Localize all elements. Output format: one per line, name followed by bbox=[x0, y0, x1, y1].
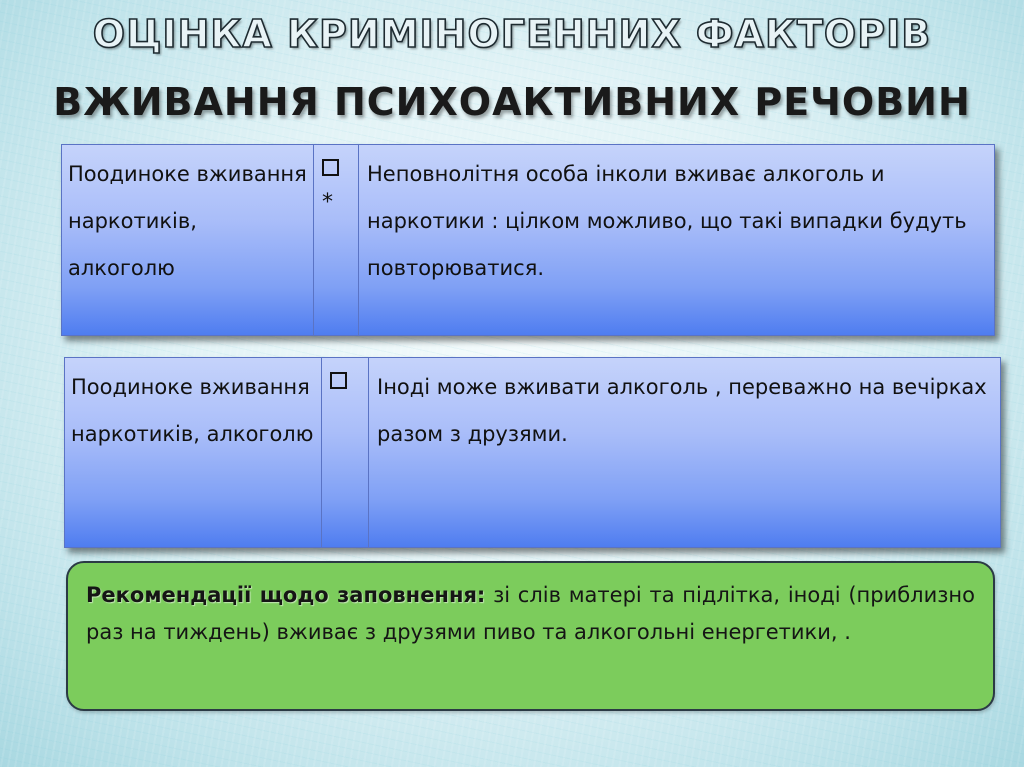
factor-description: Іноді може вживати алкоголь , переважно на вечірках разом з друзями. bbox=[368, 358, 1000, 547]
factor-description: Неповнолітня особа інколи вживає алкоголь и наркотики : цілком можливо, що такі випадки будуть повторюватися. bbox=[358, 145, 994, 335]
factor-category: Поодиноке вживання наркотиків, алкоголю bbox=[68, 162, 307, 280]
factor-row-2 bbox=[64, 357, 1001, 548]
marker-cell bbox=[321, 358, 368, 547]
slide-subtitle: ВЖИВАННЯ ПСИХОАКТИВНИХ РЕЧОВИН bbox=[53, 80, 971, 124]
factor-row-1 bbox=[61, 144, 995, 336]
slide-title: ОЦІНКА КРИМІНОГЕННИХ ФАКТОРІВ bbox=[92, 12, 932, 56]
checkbox-icon[interactable] bbox=[322, 159, 339, 176]
recommendation-text: зі слів матері та підлітка, іноді (приблизно раз на тиждень) вживає з друзями пиво та алкогольні енергетики, . bbox=[86, 583, 975, 644]
marker-cell bbox=[313, 145, 358, 335]
recommendation-box bbox=[66, 561, 995, 711]
asterisk-marker: * bbox=[322, 190, 333, 215]
checkbox-icon[interactable] bbox=[330, 372, 347, 389]
recommendation-label: Рекомендації щодо заповнення: bbox=[86, 583, 486, 607]
factor-category: Поодиноке вживання наркотиків, алкоголю bbox=[71, 375, 314, 446]
